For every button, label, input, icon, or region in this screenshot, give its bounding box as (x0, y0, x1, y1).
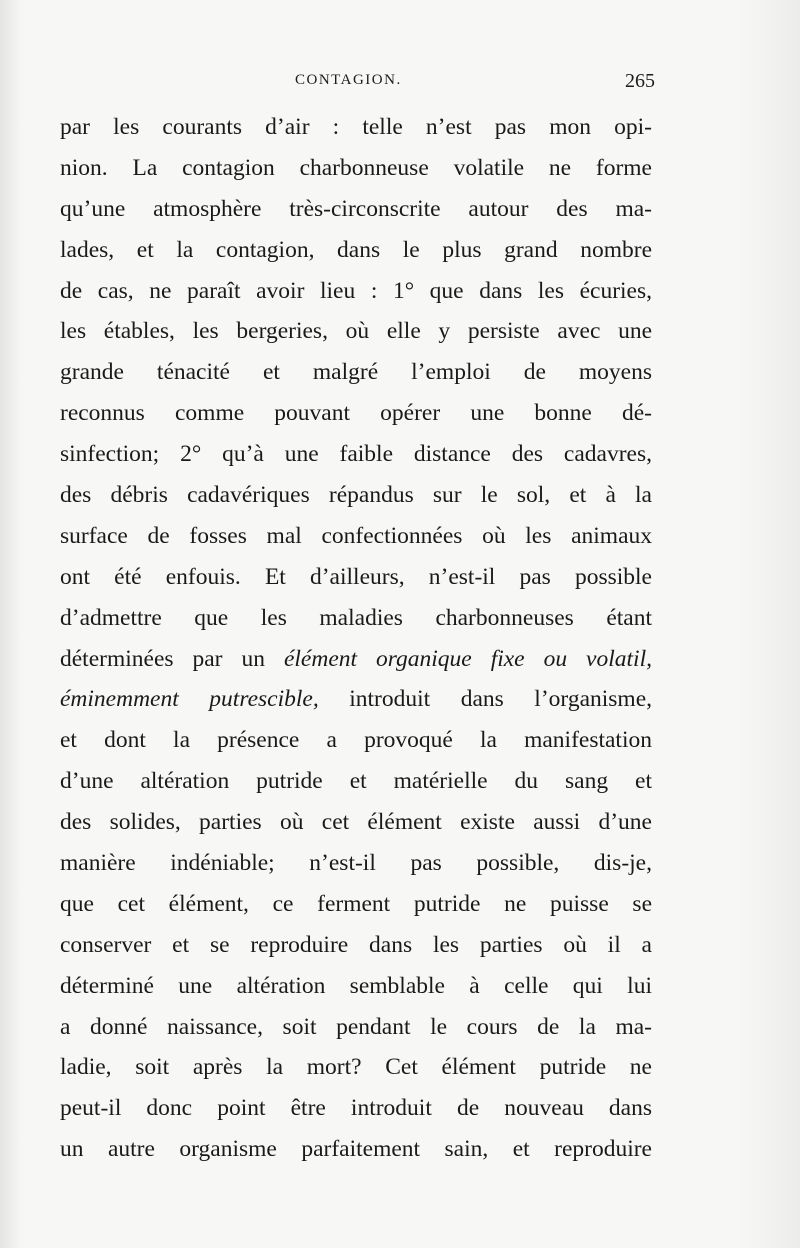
text-run: des débris cadavériques répandus sur le sol, et à la (60, 482, 652, 509)
text-line (60, 1007, 652, 1048)
text-line (60, 1088, 652, 1129)
text-line (60, 557, 652, 598)
page-number: 265 (625, 70, 655, 92)
running-header (60, 70, 655, 96)
text-run: des solides, parties où cet élément existe aussi d’une (60, 809, 652, 836)
text-run: déterminé une altération semblable à celle qui lui (60, 972, 652, 999)
text-run: d’admettre que les maladies charbonneuses étant (60, 604, 652, 631)
text-run: qu’une atmosphère très-circonscrite autour des ma- (60, 195, 652, 222)
text-run: introduit dans l’organisme, (318, 686, 653, 713)
text-line (60, 761, 652, 802)
text-line (60, 720, 652, 761)
text-line (60, 802, 652, 843)
text-run: ont été enfouis. Et d’ailleurs, n’est-il pas possible (60, 563, 652, 590)
text-line (60, 393, 652, 434)
text-run: que cet élément, ce ferment putride ne puisse se (60, 890, 652, 917)
text-run: manière indéniable; n’est-il pas possible, dis-je, (60, 850, 652, 877)
text-line (60, 148, 652, 189)
running-title: CONTAGION. (295, 72, 402, 88)
italic-phrase: élément organique fixe ou volatil, (283, 645, 652, 672)
text-run: a donné naissance, soit pendant le cours de la ma- (60, 1013, 652, 1040)
text-run: nion. La contagion charbonneuse volatile ne forme (60, 154, 652, 181)
italic-phrase: éminemment putrescible, (60, 686, 319, 713)
text-run: d’une altération putride et matérielle du sang et (60, 768, 652, 795)
text-line (60, 311, 652, 352)
text-line (60, 516, 652, 557)
text-line (60, 1129, 652, 1170)
text-line (60, 434, 652, 475)
text-line (60, 639, 652, 680)
text-line (60, 966, 652, 1007)
text-run: reconnus comme pouvant opérer une bonne dé- (60, 400, 652, 427)
text-line (60, 107, 652, 148)
text-line (60, 189, 652, 230)
text-line (60, 598, 652, 639)
text-line (60, 271, 652, 312)
text-run: sinfection; 2° qu’à une faible distance des cadavres, (60, 441, 652, 468)
text-line (60, 230, 652, 271)
text-line (60, 925, 652, 966)
text-line (60, 1047, 652, 1088)
text-run: et dont la présence a provoqué la manifestation (60, 727, 652, 754)
text-run: déterminées par un (60, 645, 284, 672)
body-text (60, 107, 652, 1170)
text-run: de cas, ne paraît avoir lieu : 1° que dans les écuries, (60, 277, 652, 304)
text-line (60, 475, 652, 516)
text-line (60, 884, 652, 925)
page-edge-shadow (740, 0, 800, 1248)
text-run: par les courants d’air : telle n’est pas mon opi- (60, 114, 652, 140)
text-line (60, 352, 652, 393)
text-run: ladie, soit après la mort? Cet élément putride ne (60, 1054, 652, 1081)
text-run: un autre organisme parfaitement sain, et reproduire (60, 1136, 652, 1163)
text-line (60, 843, 652, 884)
text-run: lades, et la contagion, dans le plus grand nombre (60, 236, 652, 263)
text-run: surface de fosses mal confectionnées où les animaux (60, 522, 652, 549)
text-line (60, 679, 652, 720)
page-gutter-shadow (0, 0, 22, 1248)
text-run: les étables, les bergeries, où elle y persiste avec une (60, 318, 652, 345)
text-run: conserver et se reproduire dans les parties où il a (60, 931, 652, 958)
text-run: grande ténacité et malgré l’emploi de moyens (60, 359, 652, 386)
text-run: peut-il donc point être introduit de nouveau dans (60, 1095, 652, 1122)
